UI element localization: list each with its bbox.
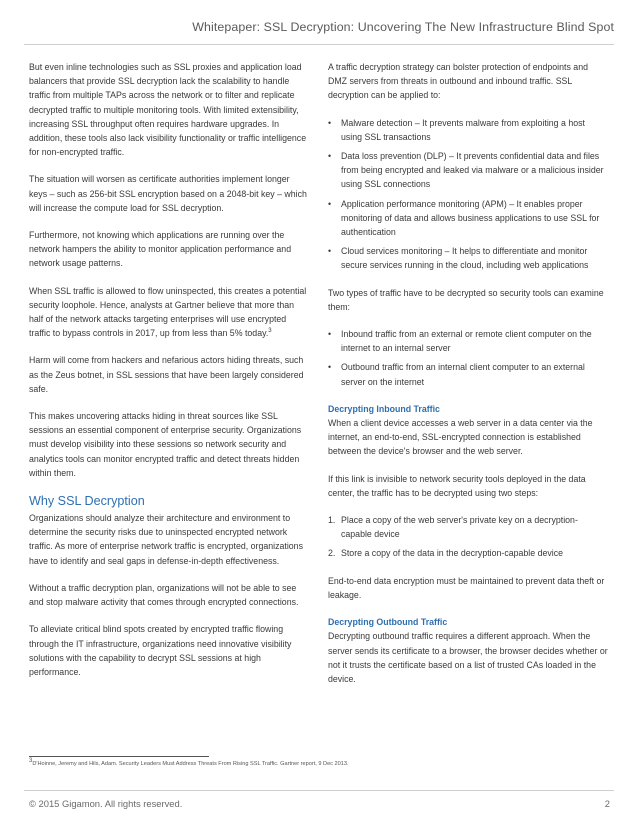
- footer-divider: [24, 790, 614, 791]
- left-column: [29, 60, 307, 692]
- paragraph-text: When SSL traffic is allowed to flow uninspected, this creates a potential security loophole. Hence, analysts at Gartner believe that more than half of the network attacks targeting enterprises will use encrypted traffic to bypass controls in 2017, up from less than 5% today.: [29, 285, 307, 339]
- list-item-text: Application performance monitoring (APM) – It enables proper monitoring of data and allows business applications to use SSL for authentication: [341, 198, 600, 238]
- step-number: 1.: [328, 515, 336, 526]
- paragraph: Decrypting outbound traffic requires a different approach. When the server sends its certificate to a browser, the browser decides whether or not it trusts the certificate based on a list of trusted CAs loaded in the device.: [328, 631, 608, 684]
- list-item-text: Outbound traffic from an internal client computer to an external server on the internet: [341, 362, 585, 387]
- paragraph: But even inline technologies such as SSL proxies and application load balancers that provide SSL decryption lack the scalability to handle traffic from multiple TAPs across the network or to filter and replicate decrypted traffic to multiple monitoring tools. With limited extensibility, increasing SSL throughput often requires hardware upgrades. In addition, these tools also lack visibility functionality or traffic intelligence for non-encrypted traffic.: [29, 62, 307, 158]
- step-item: [328, 513, 608, 541]
- list-item-text: Inbound traffic from an external or remote client computer on the internet to an internal server: [341, 329, 592, 354]
- paragraph: End-to-end data encryption must be maintained to prevent data theft or leakage.: [328, 575, 605, 600]
- list-item-text: Cloud services monitoring – It helps to differentiate and monitor secure services running in the cloud, including web applications: [341, 246, 589, 271]
- numbered-steps: [328, 513, 608, 561]
- paragraph: Organizations should analyze their architecture and environment to determine the security risks due to uninspected encrypted network traffic. As more of enterprise network traffic is encrypted, organizations have to identify and seal gaps in defense-in-depth effectiveness.: [29, 513, 303, 566]
- paragraph: A traffic decryption strategy can bolster protection of endpoints and DMZ servers from threats in outbound and inbound traffic. SSL decryption can be applied to:: [328, 62, 588, 101]
- copyright-notice: © 2015 Gigamon. All rights reserved.: [29, 798, 183, 809]
- header-divider: [24, 44, 614, 45]
- list-item: [328, 197, 608, 240]
- paragraph: If this link is invisible to network security tools deployed in the data center, the traffic has to be decrypted using two steps:: [328, 473, 586, 498]
- bullet-icon: •: [328, 329, 332, 340]
- list-item: [328, 116, 608, 144]
- page-number: 2: [604, 798, 610, 809]
- step-text: Store a copy of the data in the decryption-capable device: [341, 548, 564, 559]
- bullet-list-uses: [328, 116, 608, 273]
- step-number: 2.: [328, 548, 336, 559]
- step-item: [328, 546, 608, 560]
- paragraph: Harm will come from hackers and nefarious actors hiding threats, such as the Zeus botnet, in SSL sessions that have been largely considered safe.: [29, 355, 304, 394]
- bullet-icon: •: [328, 246, 332, 257]
- section-heading: Why SSL Decryption: [29, 494, 145, 509]
- list-item: [328, 149, 608, 192]
- bullet-icon: •: [328, 117, 332, 128]
- list-item: [328, 327, 608, 355]
- footnote-marker: 3: [268, 328, 272, 335]
- bullet-icon: •: [328, 151, 332, 162]
- paragraph: Without a traffic decryption plan, organizations will not be able to see and stop malware activity that comes through encrypted connections.: [29, 582, 299, 608]
- right-column: [328, 60, 608, 699]
- subsection-heading: Decrypting Outbound Traffic: [328, 617, 448, 628]
- footnote-text: D'Hoinne, Jeremy and Hils, Adam. Security Leaders Must Address Threats From Rising SSL Traffic. Gartner report, 9 Dec 2013.: [32, 761, 349, 767]
- bullet-icon: •: [328, 362, 332, 373]
- paragraph: Two types of traffic have to be decrypted so security tools can examine them:: [328, 287, 604, 312]
- bullet-icon: •: [328, 198, 332, 209]
- step-text: Place a copy of the web server's private key on a decryption-capable device: [341, 515, 578, 540]
- footnote: [29, 760, 609, 768]
- paragraph: The situation will worsen as certificate authorities implement longer keys – such as 256-bit SSL encryption based on a 2048-bit key – which will increase the compute load for SSL decryption.: [29, 174, 307, 213]
- list-item: [328, 360, 608, 388]
- footnote-number: 3: [29, 758, 33, 765]
- paragraph: When a client device accesses a web server in a data center via the internet, an end-to-end, SSL-encrypted connection is established between the device's browser and the web server.: [328, 418, 593, 457]
- paragraph-with-footnote: [29, 284, 307, 341]
- list-item-text: Malware detection – It prevents malware from exploiting a host using SSL transactions: [341, 117, 585, 142]
- list-item: [328, 244, 608, 272]
- running-header: Whitepaper: SSL Decryption: Uncovering The New Infrastructure Blind Spot: [192, 20, 614, 34]
- paragraph: Furthermore, not knowing which applications are running over the network hampers the ability to monitor application performance and network usage patterns.: [29, 230, 292, 269]
- paragraph: This makes uncovering attacks hiding in threat sources like SSL sessions an essential component of enterprise security. Organizations must develop visibility into these sessions so network security and analytics tools can monitor encrypted traffic and detect threats hidden within them.: [29, 411, 302, 478]
- bullet-list-traffic-types: [328, 327, 608, 389]
- list-item-text: Data loss prevention (DLP) – It prevents confidential data and files from being encrypted and leaked via malware or a malicious insider using SSL connections: [341, 151, 604, 190]
- subsection-heading: Decrypting Inbound Traffic: [328, 403, 440, 414]
- footnote-divider: [29, 756, 209, 757]
- paragraph: To alleviate critical blind spots created by encrypted traffic flowing through the IT infrastructure, organizations need innovative visibility solutions with the capability to decrypt SSL sessions at high performance.: [29, 624, 292, 677]
